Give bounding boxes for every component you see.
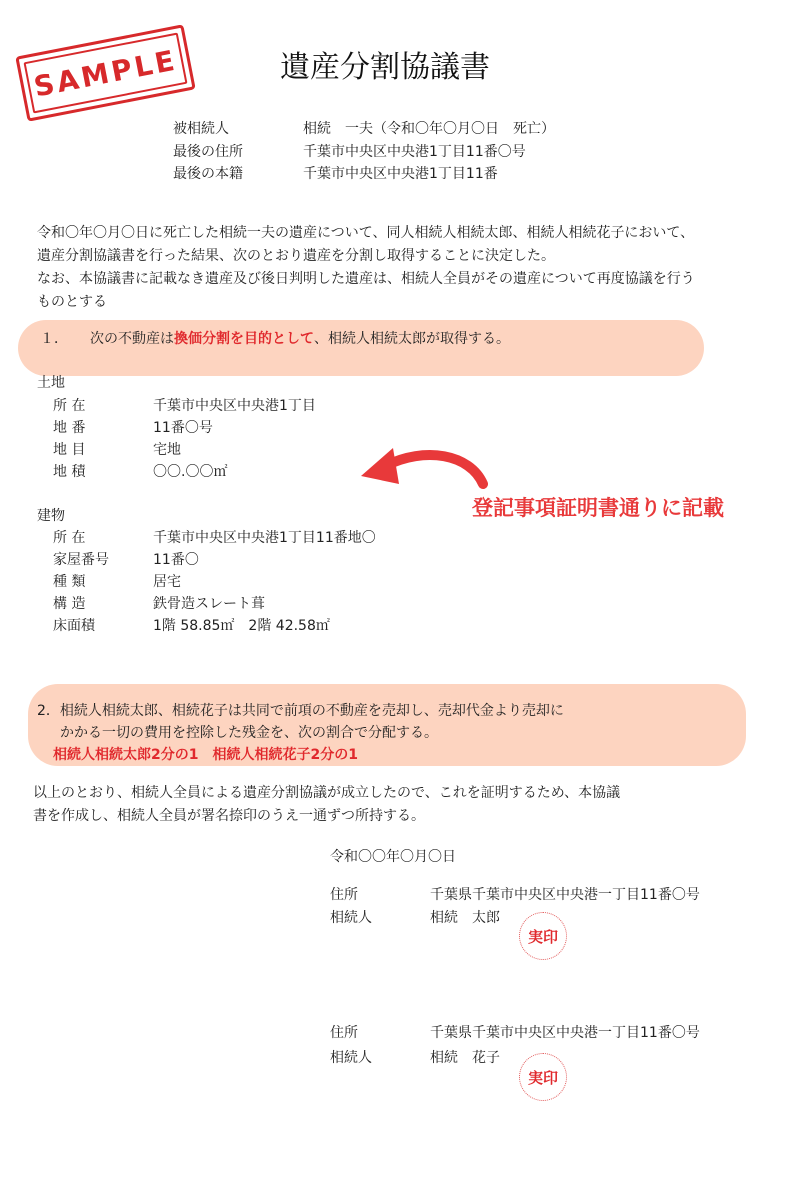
building-row <box>53 593 265 613</box>
intro-line: ものとする <box>37 294 107 310</box>
item1-text <box>40 328 510 348</box>
signature-address-row <box>330 884 700 904</box>
land-value: 千葉市中央区中央港1丁目 <box>153 398 316 414</box>
item2-ratio: 相続人相続太郎2分の1 相続人相続花子2分の1 <box>53 747 358 763</box>
document-title: 遺産分割協議書 <box>280 50 490 85</box>
address-label: 住所 <box>330 1025 358 1041</box>
decedent-value: 千葉市中央区中央港1丁目11番〇号 <box>303 144 526 160</box>
land-row <box>53 439 181 459</box>
intro-paragraph <box>37 222 797 314</box>
intro-line: 遺産分割協議書を行った結果、次のとおり遺産を分割し取得することに決定した。 <box>37 248 555 264</box>
land-row <box>53 417 213 437</box>
intro-line: 令和〇年〇月〇日に死亡した相続一夫の遺産について、同人相続人相続太郎、相続人相続花子において、 <box>37 225 695 241</box>
decedent-value: 相続 一夫（令和〇年〇月〇日 死亡） <box>303 121 555 137</box>
land-row <box>53 395 316 415</box>
sample-stamp-text: SAMPLE <box>31 42 180 104</box>
building-value: 千葉市中央区中央港1丁目11番地〇 <box>153 530 376 546</box>
address-value: 千葉県千葉市中央区中央港一丁目11番〇号 <box>430 1025 700 1041</box>
agreement-date: 令和〇〇年〇月〇日 <box>330 849 456 865</box>
building-label: 所 在 <box>53 530 86 546</box>
building-label: 家屋番号 <box>53 552 109 568</box>
callout-note: 登記事項証明書通りに記載 <box>472 496 724 520</box>
decedent-row <box>173 118 555 138</box>
land-label: 地 積 <box>53 464 86 480</box>
item1-number: １． <box>40 331 68 347</box>
building-heading: 建物 <box>37 508 65 524</box>
building-row <box>53 571 181 591</box>
building-value: 鉄骨造スレート葺 <box>153 596 265 612</box>
curved-arrow-left-icon <box>355 440 495 500</box>
item1-post: 、相続人相続太郎が取得する。 <box>314 331 510 347</box>
decedent-row <box>173 141 526 161</box>
item2-line2: かかる一切の費用を控除した残金を、次の割合で分配する。 <box>60 725 438 741</box>
heir-name: 相続 太郎 <box>430 910 500 926</box>
land-value: 11番〇号 <box>153 420 213 436</box>
seal-stamp <box>519 912 567 960</box>
land-value: 〇〇.〇〇㎡ <box>153 464 228 480</box>
land-label: 地 目 <box>53 442 86 458</box>
decedent-label: 最後の住所 <box>173 144 243 160</box>
building-label: 床面積 <box>53 618 95 634</box>
heir-label: 相続人 <box>330 1050 372 1066</box>
decedent-label: 最後の本籍 <box>173 166 243 182</box>
closing-paragraph <box>33 782 723 828</box>
heir-name: 相続 花子 <box>430 1050 500 1066</box>
building-row <box>53 549 199 569</box>
seal-stamp <box>519 1053 567 1101</box>
building-value: 1階 58.85㎡ 2階 42.58㎡ <box>153 618 330 634</box>
land-value: 宅地 <box>153 442 181 458</box>
land-heading: 土地 <box>37 375 65 391</box>
item2-line1: 2．相続人相続太郎、相続花子は共同で前項の不動産を売却し、売却代金より売却に <box>37 703 564 719</box>
signature-heir-row <box>330 907 500 927</box>
closing-line: 書を作成し、相続人全員が署名捺印のうえ一通ずつ所持する。 <box>33 808 425 824</box>
seal-text: 実印 <box>527 1068 558 1087</box>
intro-line: なお、本協議書に記載なき遺産及び後日判明した遺産は、相続人全員がその遺産について再度協議を行う <box>37 271 695 287</box>
address-label: 住所 <box>330 887 358 903</box>
building-row <box>53 527 376 547</box>
item1-pre: 次の不動産は <box>90 331 174 347</box>
item1-highlight: 換価分割を目的として <box>174 331 314 347</box>
sample-stamp <box>15 24 195 121</box>
decedent-label: 被相続人 <box>173 121 229 137</box>
building-value: 居宅 <box>153 574 181 590</box>
building-value: 11番〇 <box>153 552 199 568</box>
signature-address-row <box>330 1022 700 1042</box>
address-value: 千葉県千葉市中央区中央港一丁目11番〇号 <box>430 887 700 903</box>
signature-heir-row <box>330 1047 500 1067</box>
land-row <box>53 461 227 481</box>
building-label: 種 類 <box>53 574 86 590</box>
heir-label: 相続人 <box>330 910 372 926</box>
building-row <box>53 615 330 635</box>
building-label: 構 造 <box>53 596 86 612</box>
seal-text: 実印 <box>527 927 558 946</box>
decedent-value: 千葉市中央区中央港1丁目11番 <box>303 166 498 182</box>
decedent-row <box>173 163 498 183</box>
land-label: 地 番 <box>53 420 86 436</box>
closing-line: 以上のとおり、相続人全員による遺産分割協議が成立したので、これを証明するため、本協議 <box>33 785 621 801</box>
land-label: 所 在 <box>53 398 86 414</box>
